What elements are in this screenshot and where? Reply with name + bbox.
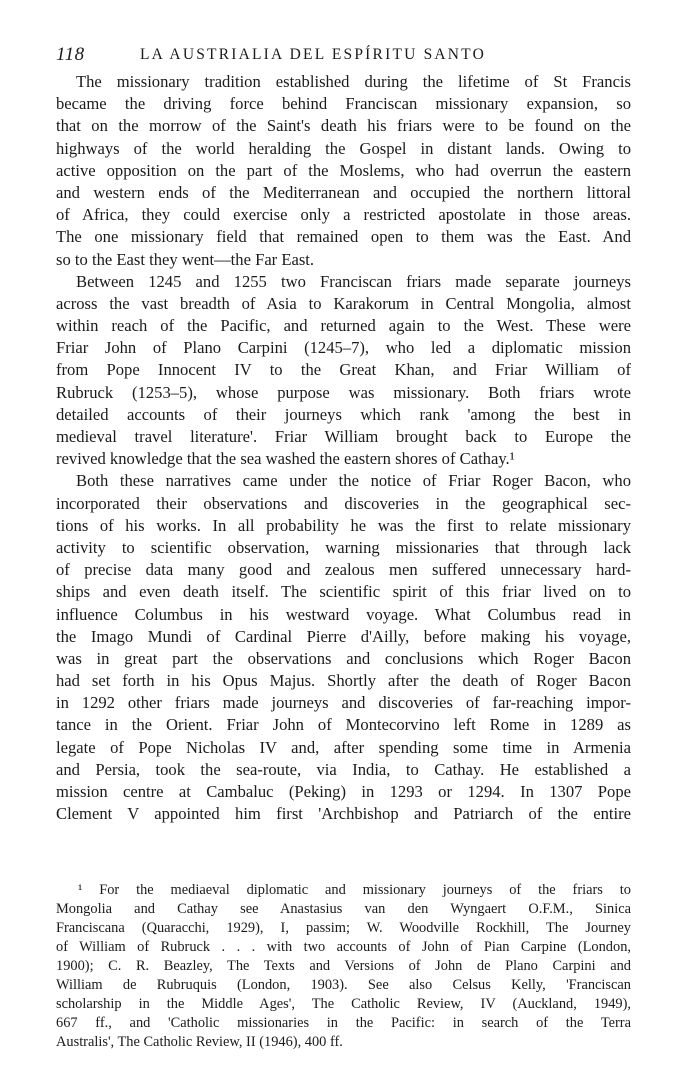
footnote-line: Franciscana (Quaracchi, 1929), I, passim; W. Woodville Rockhill, The Journey	[56, 920, 631, 936]
body-line: and Persia, took the sea-route, via India, to Cathay. He established a	[56, 759, 631, 779]
body-line: had set forth in his Opus Majus. Shortly after the death of Roger Bacon	[56, 671, 631, 691]
body-line: tance in the Orient. Friar John of Montecorvino left Rome in 1289 as	[56, 715, 631, 735]
footnote-line: William de Rubruquis (London, 1903). See also Celsus Kelly, 'Franciscan	[56, 977, 631, 993]
body-line: highways of the world heralding the Gospel in distant lands. Owing to	[56, 138, 631, 158]
body-line: in 1292 other friars made journeys and discoveries of far-reaching impor-	[56, 693, 631, 713]
body-line: legate of Pope Nicholas IV and, after spending some time in Armenia	[56, 737, 631, 757]
footnote-line: ¹ For the mediaeval diplomatic and missionary journeys of the friars to	[78, 882, 631, 898]
body-line: so to the East they went—the Far East.	[56, 249, 315, 269]
body-line: of Africa, they could exercise only a restricted apostolate in those areas.	[56, 205, 631, 225]
body-line: that on the morrow of the Saint's death his friars were to be found on the	[56, 116, 631, 136]
body-line: was in great part the observations and conclusions which Roger Bacon	[56, 648, 631, 668]
footnote-line: 1900); C. R. Beazley, The Texts and Versions of John de Plano Carpini and	[56, 958, 631, 974]
body-line: The one missionary field that remained open to them was the East. And	[56, 227, 631, 247]
body-line: revived knowledge that the sea washed the eastern shores of Cathay.¹	[56, 449, 515, 469]
body-line: medieval travel literature'. Friar William brought back to Europe the	[56, 427, 631, 446]
body-line: within reach of the Pacific, and returned again to the West. These were	[56, 316, 631, 336]
body-line: The missionary tradition established during the lifetime of St Francis	[76, 72, 631, 91]
footnote-line: Mongolia and Cathay see Anastasius van den Wyngaert O.F.M., Sinica	[56, 901, 631, 917]
body-line: Clement V appointed him first 'Archbishop and Patriarch of the entire	[56, 804, 631, 824]
body-line: influence Columbus in his westward voyage. What Columbus read in	[56, 604, 631, 624]
footnote-line: of William of Rubruck . . . with two accounts of John of Pian Carpine (London,	[56, 939, 631, 955]
body-line: detailed accounts of their journeys which rank 'among the best in	[56, 404, 631, 424]
body-line: Both these narratives came under the notice of Friar Roger Bacon, who	[76, 471, 631, 491]
body-line: mission centre at Cambaluc (Peking) in 1293 or 1294. In 1307 Pope	[56, 782, 631, 801]
body-line: from Pope Innocent IV to the Great Khan, and Friar William of	[56, 360, 631, 380]
body-line: Friar John of Plano Carpini (1245–7), who led a diplomatic mission	[56, 338, 631, 358]
body-line: across the vast breadth of Asia to Karakorum in Central Mongolia, almost	[56, 293, 631, 313]
body-line: of precise data many good and zealous men suffered unnecessary hard-	[56, 560, 631, 580]
body-line: became the driving force behind Franciscan missionary expansion, so	[56, 94, 631, 114]
running-header	[56, 44, 632, 66]
body-line: and western ends of the Mediterranean and occupied the northern littoral	[56, 182, 631, 202]
footnote-line: 667 ff., and 'Catholic missionaries in the Pacific: in search of the Terra	[56, 1015, 631, 1031]
body-line: incorporated their observations and discoveries in the geographical sec-	[56, 493, 631, 513]
body-line: Rubruck (1253–5), whose purpose was missionary. Both friars wrote	[56, 382, 631, 402]
page-number: 118	[56, 44, 85, 65]
footnote-line: Australis', The Catholic Review, II (1946), 400 ff.	[56, 1034, 343, 1050]
body-text	[56, 71, 631, 825]
body-line: tions of his works. In all probability he was the first to relate missionary	[56, 515, 631, 535]
footnote-line: scholarship in the Middle Ages', The Catholic Review, IV (Auckland, 1949),	[56, 996, 631, 1012]
body-line: Between 1245 and 1255 two Franciscan friars made separate journeys	[76, 271, 631, 291]
body-line: active opposition on the part of the Moslems, who had overrun the eastern	[56, 160, 631, 180]
body-line: ships and even death itself. The scientific spirit of this friar lived on to	[56, 582, 631, 602]
footnotes	[56, 881, 631, 1052]
body-line: the Imago Mundi of Cardinal Pierre d'Ailly, before making his voyage,	[56, 626, 631, 646]
running-title: LA AUSTRIALIA DEL ESPÍRITU SANTO	[140, 46, 486, 63]
body-line: activity to scientific observation, warning missionaries that through lack	[56, 537, 631, 557]
